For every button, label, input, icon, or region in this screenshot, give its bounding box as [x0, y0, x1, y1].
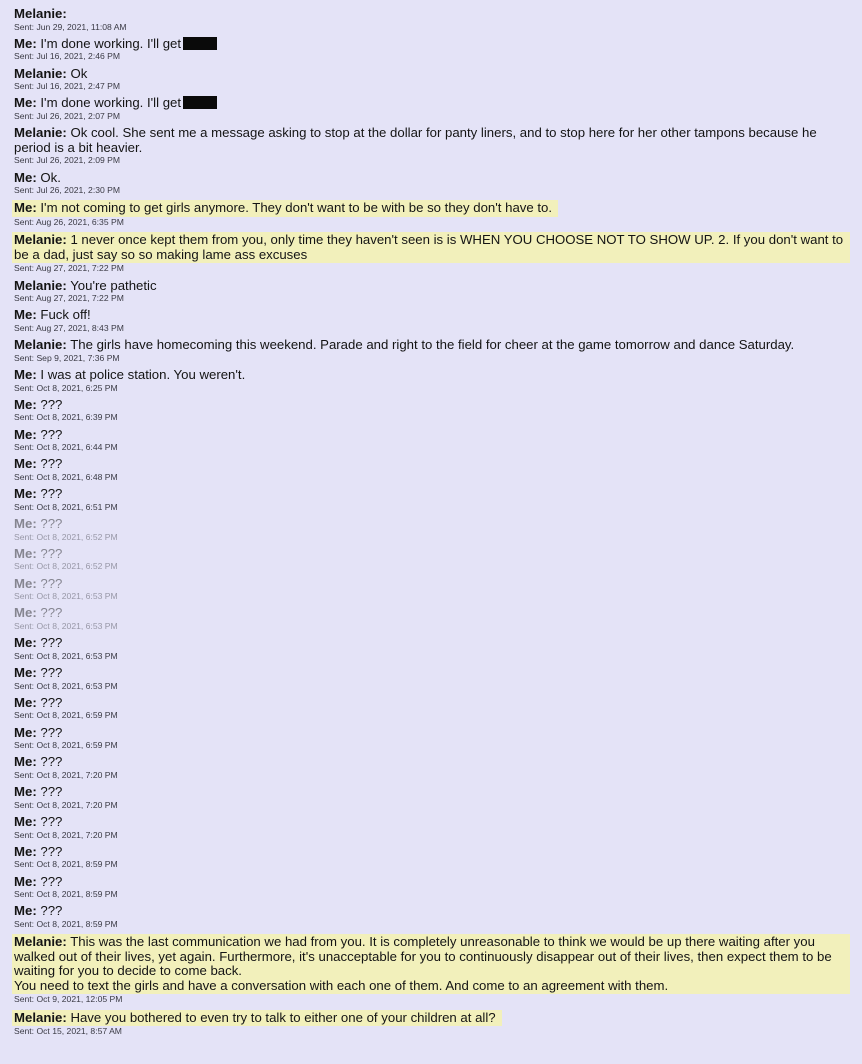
message-entry — [14, 666, 850, 691]
message-text: You're pathetic — [70, 277, 157, 293]
message-timestamp: Sent: Oct 8, 2021, 7:20 PM — [14, 769, 118, 780]
message-line — [14, 577, 850, 592]
message-entry — [14, 308, 850, 333]
message-line — [14, 487, 850, 502]
message-sender: Me: — [14, 486, 37, 502]
message-text: The girls have homecoming this weekend. Parade and right to the field for cheer at the game tomorrow and dance Saturday. — [70, 337, 795, 353]
message-timestamp: Sent: Sep 9, 2021, 7:36 PM — [14, 352, 120, 363]
message-entry — [14, 606, 850, 631]
message-entry — [14, 487, 850, 512]
message-sender: Me: — [14, 664, 37, 680]
message-line — [14, 1010, 850, 1027]
message-entry — [14, 726, 850, 751]
message-entry — [14, 815, 850, 840]
message-line — [14, 875, 850, 890]
message-timestamp: Sent: Jul 16, 2021, 2:47 PM — [14, 81, 121, 92]
message-entry — [14, 67, 850, 92]
message-sender: Me: — [14, 426, 37, 442]
message-timestamp: Sent: Oct 8, 2021, 6:53 PM — [14, 620, 118, 631]
message-text: ??? — [40, 426, 63, 442]
message-line — [14, 398, 850, 413]
message-timestamp: Sent: Oct 8, 2021, 6:52 PM — [14, 531, 118, 542]
message-line — [14, 636, 850, 651]
message-sender: Me: — [14, 575, 37, 591]
message-sender: Me: — [14, 396, 37, 412]
message-timestamp: Sent: Aug 27, 2021, 7:22 PM — [14, 293, 124, 304]
message-line — [14, 67, 850, 82]
message-entry — [14, 232, 850, 273]
message-text: ??? — [40, 635, 63, 651]
message-timestamp: Sent: Oct 8, 2021, 8:59 PM — [14, 918, 118, 929]
redaction-box — [183, 37, 217, 50]
message-timestamp: Sent: Jul 26, 2021, 2:09 PM — [14, 155, 121, 166]
message-entry — [14, 171, 850, 196]
message-timestamp: Sent: Aug 26, 2021, 6:35 PM — [14, 216, 124, 227]
message-text: Ok. — [40, 169, 61, 185]
message-sender: Me: — [14, 35, 37, 51]
message-timestamp: Sent: Oct 8, 2021, 7:20 PM — [14, 829, 118, 840]
message-entry — [14, 904, 850, 929]
message-text: ??? — [40, 515, 63, 531]
message-line — [14, 7, 850, 22]
message-entry — [14, 636, 850, 661]
message-line — [14, 845, 850, 860]
message-line — [14, 547, 850, 562]
message-text: ??? — [40, 784, 63, 800]
message-timestamp: Sent: Oct 8, 2021, 7:20 PM — [14, 799, 118, 810]
message-sender: Me: — [14, 724, 37, 740]
message-sender: Me: — [14, 843, 37, 859]
message-line — [14, 279, 850, 294]
message-sender: Melanie: — [14, 65, 67, 81]
message-line — [14, 126, 850, 155]
message-sender: Me: — [14, 95, 37, 111]
message-entry — [14, 755, 850, 780]
message-line — [14, 338, 850, 353]
message-line — [14, 171, 850, 186]
message-timestamp: Sent: Oct 8, 2021, 6:53 PM — [14, 650, 118, 661]
message-text: I'm done working. I'll get — [40, 95, 182, 111]
message-sender: Me: — [14, 635, 37, 651]
message-timestamp: Sent: Jul 26, 2021, 2:07 PM — [14, 110, 121, 121]
message-text: Ok — [70, 65, 88, 81]
message-entry — [14, 338, 850, 363]
message-timestamp: Sent: Jun 29, 2021, 11:08 AM — [14, 21, 127, 32]
message-entry — [14, 200, 850, 227]
message-text: Fuck off! — [40, 307, 91, 323]
message-line — [12, 232, 850, 263]
message-text: ??? — [40, 724, 63, 740]
message-text: ??? — [40, 545, 63, 561]
message-line — [14, 904, 850, 919]
message-line — [14, 726, 850, 741]
message-entry — [14, 696, 850, 721]
message-text-continued: You need to text the girls and have a conversation with each one of them. And come to an agreement with them. — [14, 977, 669, 993]
message-entry — [14, 785, 850, 810]
message-line — [14, 37, 850, 52]
message-line — [14, 517, 850, 532]
message-sender: Me: — [14, 200, 37, 216]
message-timestamp: Sent: Oct 8, 2021, 6:51 PM — [14, 501, 118, 512]
message-timestamp: Sent: Oct 8, 2021, 6:53 PM — [14, 591, 118, 602]
message-text: ??? — [40, 754, 63, 770]
message-line — [14, 457, 850, 472]
message-timestamp: Sent: Oct 8, 2021, 6:48 PM — [14, 471, 118, 482]
message-sender: Melanie: — [14, 232, 67, 248]
message-entry — [14, 517, 850, 542]
message-text: ??? — [40, 396, 63, 412]
message-line — [14, 666, 850, 681]
message-entry — [14, 126, 850, 165]
message-text: ??? — [40, 456, 63, 472]
message-timestamp: Sent: Oct 8, 2021, 6:59 PM — [14, 710, 118, 721]
message-sender: Me: — [14, 694, 37, 710]
highlight-mark — [12, 1010, 502, 1027]
message-sender: Me: — [14, 545, 37, 561]
message-entry — [14, 37, 850, 62]
message-entry — [14, 577, 850, 602]
message-line — [12, 934, 850, 994]
message-line — [14, 308, 850, 323]
message-text: I was at police station. You weren't. — [40, 366, 246, 382]
message-sender: Me: — [14, 456, 37, 472]
message-text: ??? — [40, 903, 63, 919]
message-entry — [14, 875, 850, 900]
message-timestamp: Sent: Oct 8, 2021, 8:59 PM — [14, 859, 118, 870]
message-sender: Melanie: — [14, 934, 67, 950]
highlight-mark — [12, 200, 558, 217]
message-text: ??? — [40, 873, 63, 889]
message-sender: Me: — [14, 169, 37, 185]
message-text: I'm done working. I'll get — [40, 35, 182, 51]
message-timestamp: Sent: Jul 16, 2021, 2:46 PM — [14, 51, 121, 62]
message-entry — [14, 7, 850, 32]
message-sender: Melanie: — [14, 277, 67, 293]
message-line — [14, 368, 850, 383]
message-sender: Me: — [14, 873, 37, 889]
message-sender: Me: — [14, 366, 37, 382]
message-sender: Melanie: — [14, 6, 67, 21]
message-line — [14, 755, 850, 770]
message-timestamp: Sent: Aug 27, 2021, 8:43 PM — [14, 322, 124, 333]
message-sender: Melanie: — [14, 1009, 67, 1025]
message-timestamp: Sent: Oct 8, 2021, 6:44 PM — [14, 442, 118, 453]
message-text: ??? — [40, 843, 63, 859]
message-text: ??? — [40, 486, 63, 502]
message-line — [14, 696, 850, 711]
message-sender: Me: — [14, 903, 37, 919]
message-timestamp: Sent: Oct 8, 2021, 6:39 PM — [14, 412, 118, 423]
message-line — [14, 785, 850, 800]
message-text: I'm not coming to get girls anymore. They don't want to be with be so they don't have to. — [40, 200, 553, 216]
message-timestamp: Sent: Oct 8, 2021, 8:59 PM — [14, 889, 118, 900]
message-line — [14, 606, 850, 621]
message-text: ??? — [40, 575, 63, 591]
message-text: This was the last communication we had from you. It is completely unreasonable to think we would be up there waiting after you walked out of their lives, yet again. Furthermore, it's unacceptable for you to continuously disappear out of their lives, then expect them to be waiting for you to decide to come back. — [14, 934, 832, 979]
message-entry — [14, 96, 850, 121]
message-sender: Me: — [14, 813, 37, 829]
message-timestamp: Sent: Oct 8, 2021, 6:25 PM — [14, 382, 118, 393]
message-entry — [14, 1010, 850, 1037]
message-timestamp: Sent: Oct 15, 2021, 8:57 AM — [14, 1026, 122, 1037]
message-text: 1 never once kept them from you, only time they haven't seen is is WHEN YOU CHOOSE NOT TO SHOW UP. 2. If you don't want to be a dad, just say so so making lame ass excuses — [14, 232, 844, 262]
message-entry — [14, 547, 850, 572]
message-text: ??? — [40, 694, 63, 710]
message-sender: Me: — [14, 784, 37, 800]
message-entry — [14, 457, 850, 482]
message-sender: Me: — [14, 515, 37, 531]
message-entry — [14, 845, 850, 870]
message-line — [14, 428, 850, 443]
redaction-box — [183, 96, 217, 109]
message-sender: Melanie: — [14, 337, 67, 353]
message-entry — [14, 398, 850, 423]
message-sender: Me: — [14, 754, 37, 770]
message-timestamp: Sent: Oct 9, 2021, 12:05 PM — [14, 994, 123, 1005]
message-sender: Me: — [14, 605, 37, 621]
message-text: ??? — [40, 605, 63, 621]
message-text: ??? — [40, 813, 63, 829]
message-entry — [14, 934, 850, 1005]
message-timestamp: Sent: Aug 27, 2021, 7:22 PM — [14, 263, 124, 274]
message-line — [14, 96, 850, 111]
message-text: ??? — [40, 664, 63, 680]
message-timestamp: Sent: Jul 26, 2021, 2:30 PM — [14, 185, 121, 196]
message-log — [14, 7, 850, 1041]
message-entry — [14, 279, 850, 304]
message-sender: Melanie: — [14, 125, 67, 141]
message-sender: Me: — [14, 307, 37, 323]
message-timestamp: Sent: Oct 8, 2021, 6:53 PM — [14, 680, 118, 691]
message-line — [14, 815, 850, 830]
message-text: Ok cool. She sent me a message asking to stop at the dollar for panty liners, and to stop here for her other tampons because he period is a bit heavier. — [14, 125, 817, 155]
message-timestamp: Sent: Oct 8, 2021, 6:52 PM — [14, 561, 118, 572]
message-timestamp: Sent: Oct 8, 2021, 6:59 PM — [14, 740, 118, 751]
message-text: Have you bothered to even try to talk to either one of your children at all? — [70, 1009, 496, 1025]
message-entry — [14, 428, 850, 453]
message-entry — [14, 368, 850, 393]
message-line — [14, 200, 850, 217]
